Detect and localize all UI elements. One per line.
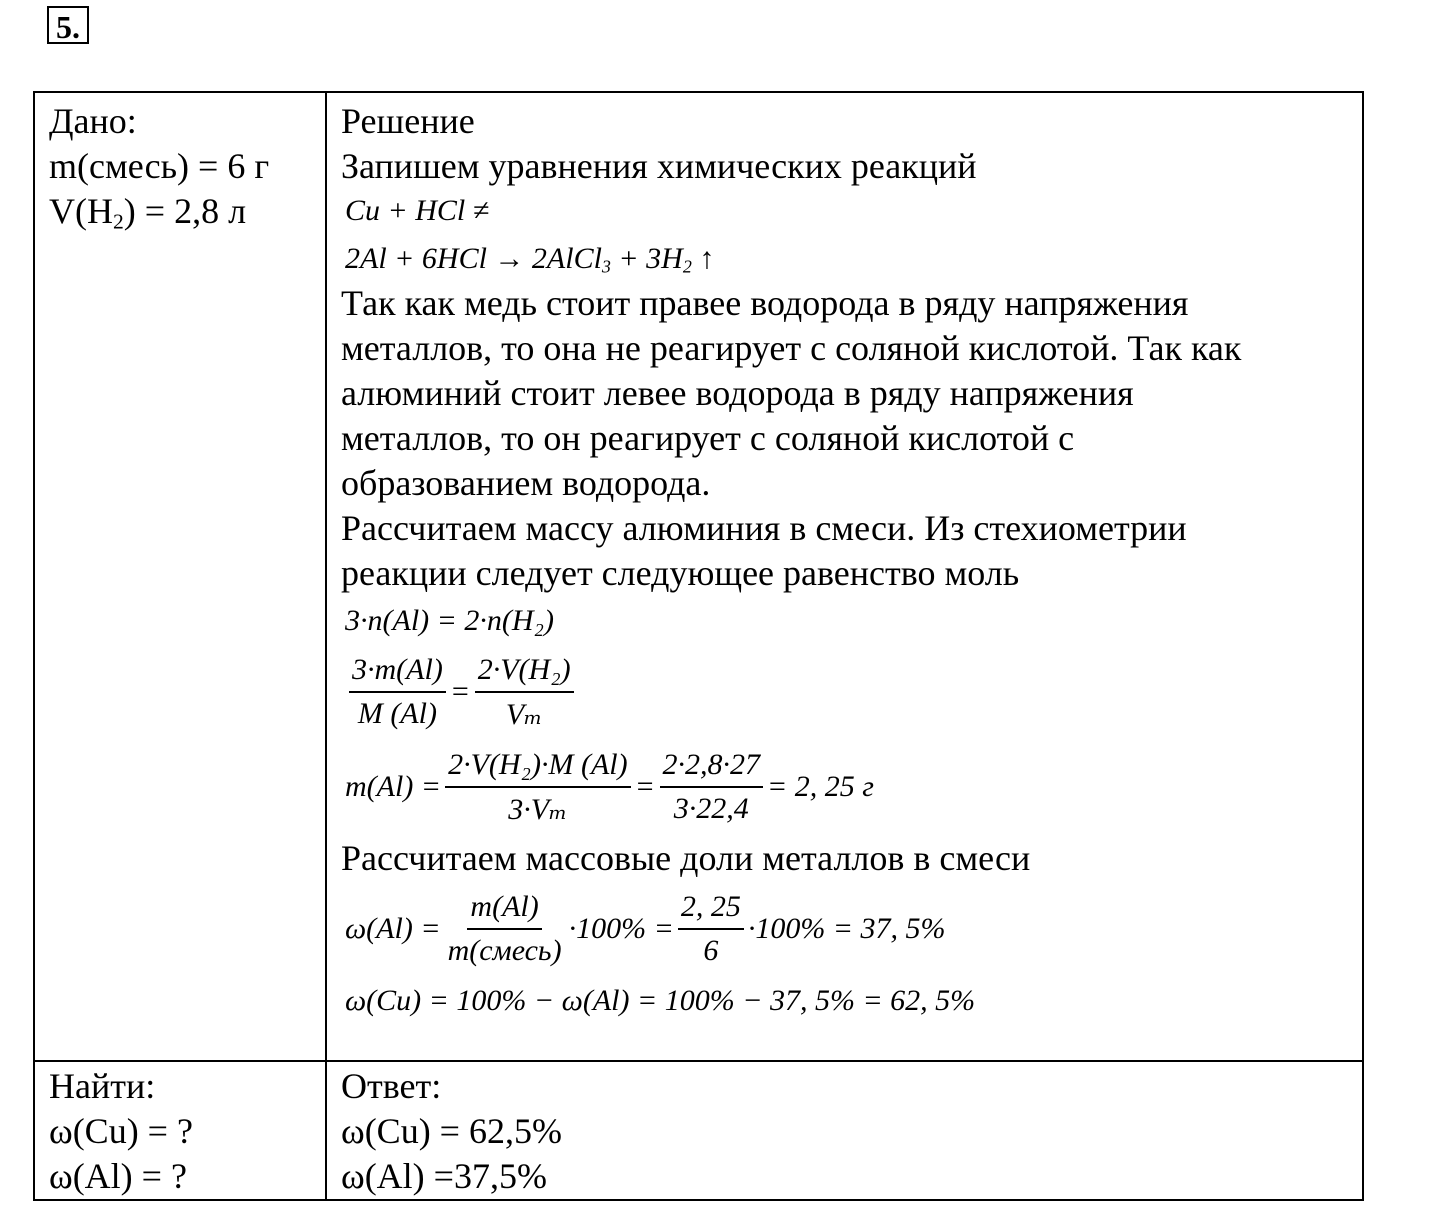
w-al-values-fraction: $\frac{2, 25}{6}$: [678, 890, 744, 968]
mass-formula-fraction: $\frac{\text{2·V(H₂)·M (Al)}}{\text{3·Vₘ}}$: [445, 748, 631, 827]
calc-intro-line: Рассчитаем массу алюминия в смеси. Из стехиометрии: [341, 508, 1187, 548]
answer-aluminium: ω(Al) =37,5%: [341, 1156, 547, 1196]
calc-intro-line: реакции следует следующее равенство моль: [341, 553, 1020, 593]
solution-table: [33, 91, 1364, 1201]
fractions-intro: Рассчитаем массовые доли металлов в смеси: [341, 838, 1031, 878]
equation-copper: Cu + HCl ≠: [345, 194, 490, 227]
given-title: Дано:: [49, 101, 137, 141]
answer-copper: ω(Cu) = 62,5%: [341, 1111, 562, 1151]
problem-number: 5.: [47, 6, 89, 44]
explanation-line: Так как медь стоит правее водорода в ряду напряжения: [341, 283, 1189, 323]
answer-title: Ответ:: [341, 1066, 442, 1106]
solution-title: Решение: [341, 101, 475, 141]
ratio-equation: $\frac{3\cdot m(Al)}{M (Al)}$ = $\frac{\text{2·V(H₂)}}{\text{Vₘ}}$: [327, 646, 1362, 738]
find-aluminium: ω(Al) = ?: [49, 1156, 187, 1196]
given-cell: [34, 92, 326, 1061]
w-al-formula-fraction: $\frac{m(Al)}{\text{m(смесь)}}$: [447, 889, 562, 967]
mass-equation: m(Al) = $\frac{\text{2·V(H₂)·M (Al)}}{\text{3·Vₘ}}$ = $\frac{2\cdot 2,8\cdot 27}{3\cdot 22,4}$ = 2, 25 г: [345, 747, 874, 826]
find-copper: ω(Cu) = ?: [49, 1111, 193, 1151]
answer-cell: [326, 1061, 1363, 1200]
explanation-line: образованием водорода.: [341, 463, 711, 503]
explanation-line: металлов, то он реагирует с соляной кислотой с: [341, 418, 1075, 458]
mole-equation: 3·n(Al) = 2·n(H₂): [345, 604, 554, 637]
solution-intro: Запишем уравнения химических реакций: [341, 146, 977, 186]
ratio-left-fraction: $\frac{3\cdot m(Al)}{M (Al)}$: [349, 653, 446, 731]
explanation-line: металлов, то она не реагирует с соляной кислотой. Так как: [341, 328, 1242, 368]
find-cell: [34, 1061, 326, 1200]
equation-aluminium: 2Al + 6HCl → 2AlCl$_3$ + $3H_2$ ↑: [345, 242, 715, 277]
mass-values-fraction: $\frac{2\cdot 2,8\cdot 27}{3\cdot 22,4}$: [660, 748, 764, 826]
copper-fraction-equation: ω(Cu) = 100% − ω(Al) = 100% − 37, 5% = 62, 5%: [345, 984, 976, 1017]
explanation-line: алюминий стоит левее водорода в ряду напряжения: [341, 373, 1134, 413]
explanation-text: [327, 281, 1362, 506]
aluminium-fraction-equation: ω(Al) = $\frac{m(Al)}{\text{m(смесь)}}$ ·100% = $\frac{2, 25}{6}$ ·100% = 37, 5%: [345, 889, 946, 967]
solution-cell: [326, 92, 1363, 1061]
ratio-right-fraction: $\frac{\text{2·V(H₂)}}{\text{Vₘ}}$: [475, 653, 574, 732]
find-title: Найти:: [49, 1066, 156, 1106]
given-mass: m(смесь) = 6 г: [49, 146, 270, 186]
given-volume: $V(H_2) = 2,8$ л: [49, 191, 247, 234]
